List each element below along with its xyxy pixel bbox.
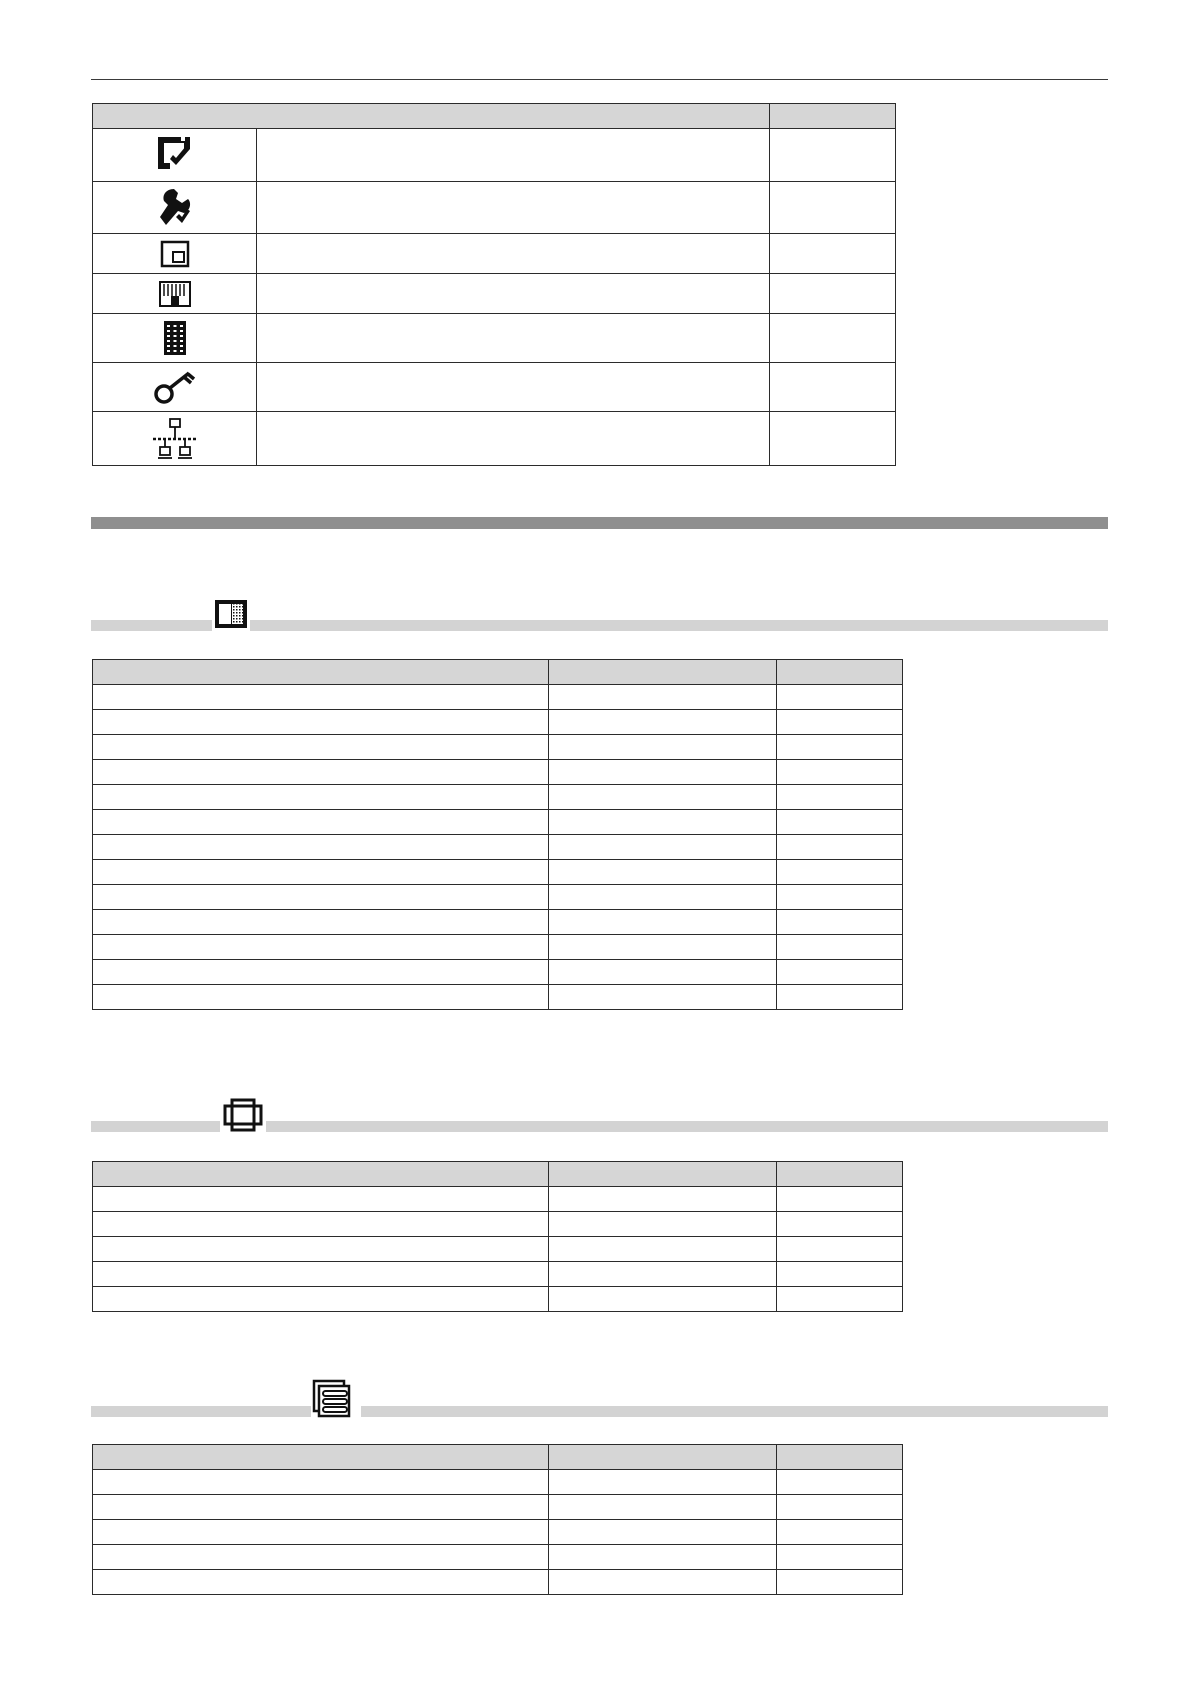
table-row bbox=[93, 1237, 903, 1262]
table-row bbox=[93, 1570, 903, 1595]
table-row bbox=[93, 810, 903, 835]
advanced-settings-table bbox=[92, 1444, 903, 1595]
table-header-page bbox=[770, 104, 896, 129]
table-row bbox=[93, 685, 903, 710]
picture-settings-table bbox=[92, 659, 903, 1010]
table-row bbox=[93, 710, 903, 735]
section-heading-bar bbox=[91, 517, 1108, 529]
main-menu-table bbox=[92, 103, 896, 466]
position-settings-table bbox=[92, 1161, 903, 1312]
table-row bbox=[93, 234, 896, 274]
table-row bbox=[93, 760, 903, 785]
advanced-menu-icon bbox=[311, 1378, 361, 1420]
top-rule bbox=[91, 79, 1108, 80]
menu-label bbox=[257, 234, 770, 274]
network-icon bbox=[151, 417, 199, 461]
menu-page bbox=[770, 363, 896, 412]
table-row bbox=[93, 1187, 903, 1212]
menu-label bbox=[257, 363, 770, 412]
table-row bbox=[93, 182, 896, 234]
menu-page bbox=[770, 129, 896, 182]
menu-page bbox=[770, 412, 896, 466]
table-row bbox=[93, 860, 903, 885]
menu-check-icon bbox=[156, 135, 194, 175]
position-icon bbox=[220, 1097, 266, 1133]
menu-page bbox=[770, 314, 896, 363]
table-row bbox=[93, 363, 896, 412]
table-row bbox=[93, 1520, 903, 1545]
table-row bbox=[93, 1212, 903, 1237]
table-row bbox=[93, 785, 903, 810]
menu-label bbox=[257, 129, 770, 182]
menu-label bbox=[257, 314, 770, 363]
table-row bbox=[93, 985, 903, 1010]
table-row bbox=[93, 910, 903, 935]
table-row bbox=[93, 129, 896, 182]
table-row bbox=[93, 1545, 903, 1570]
table-row bbox=[93, 835, 903, 860]
key-icon bbox=[153, 369, 197, 405]
window-icon bbox=[160, 240, 190, 268]
table-row bbox=[93, 935, 903, 960]
table-row bbox=[93, 314, 896, 363]
table-row bbox=[93, 412, 896, 466]
table-row bbox=[93, 960, 903, 985]
table-row bbox=[93, 274, 896, 314]
menu-label bbox=[257, 412, 770, 466]
menu-label bbox=[257, 182, 770, 234]
subsection-bar bbox=[91, 1406, 1108, 1417]
table-row bbox=[93, 1495, 903, 1520]
table-row bbox=[93, 1262, 903, 1287]
menu-page bbox=[770, 182, 896, 234]
menu-page bbox=[770, 234, 896, 274]
menu-label bbox=[257, 274, 770, 314]
building-icon bbox=[162, 319, 188, 357]
table-row bbox=[93, 735, 903, 760]
table-row bbox=[93, 1470, 903, 1495]
grid-panel-icon bbox=[158, 280, 192, 308]
table-row bbox=[93, 885, 903, 910]
menu-page bbox=[770, 274, 896, 314]
table-row bbox=[93, 1287, 903, 1312]
table-header-item bbox=[93, 104, 770, 129]
wrench-icon bbox=[158, 187, 192, 229]
picture-adjust-icon bbox=[212, 597, 250, 631]
